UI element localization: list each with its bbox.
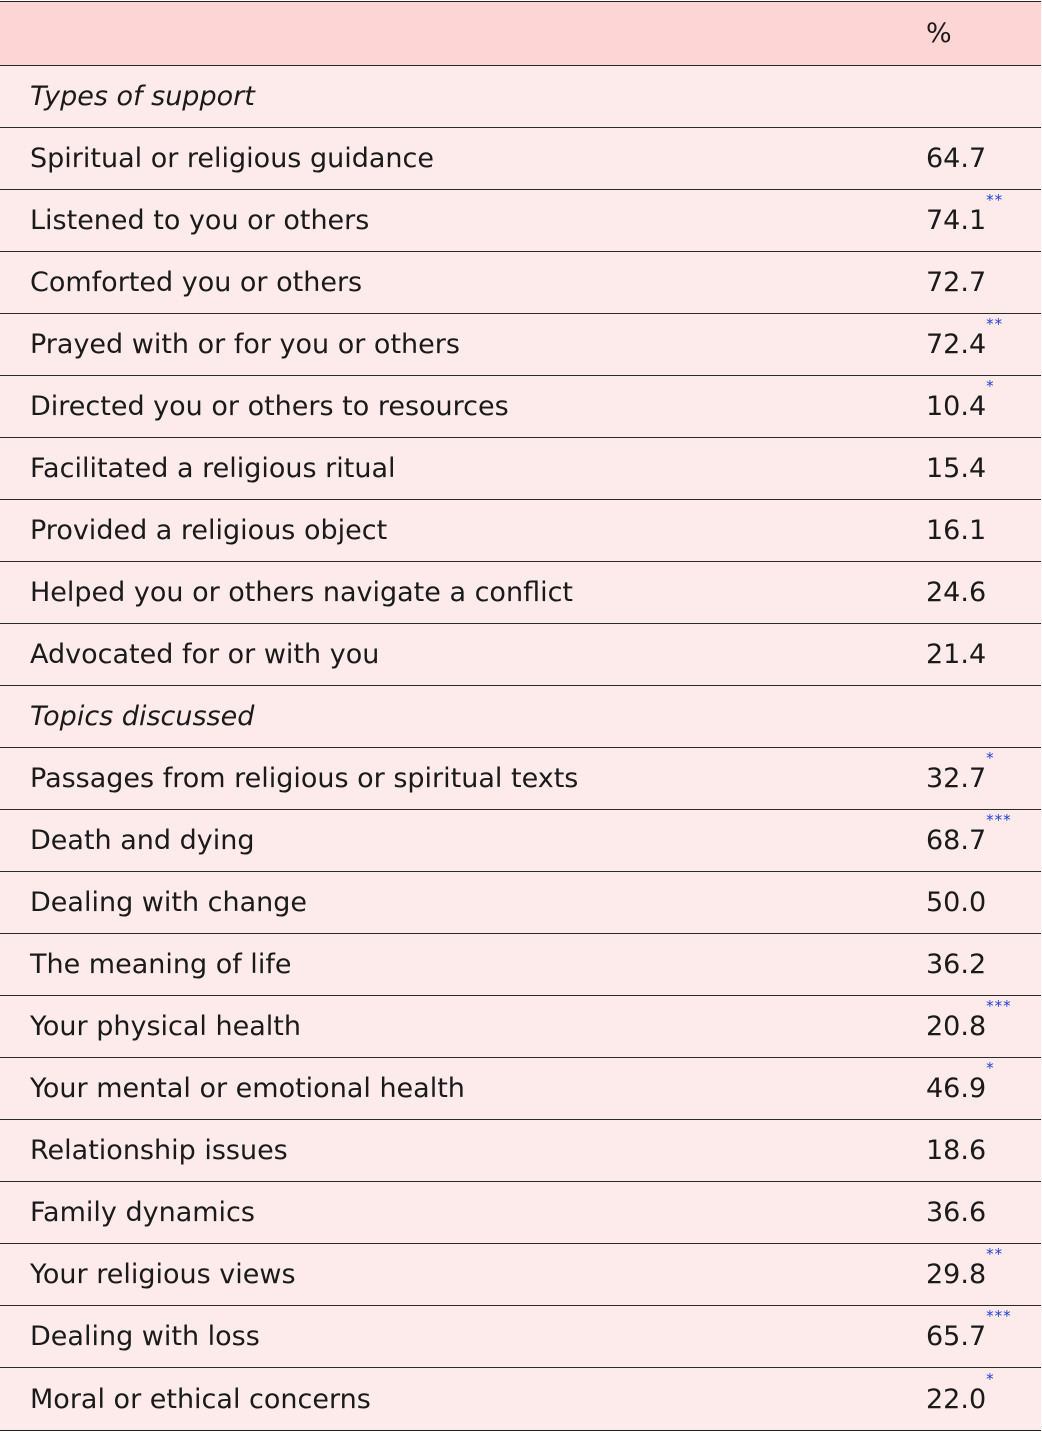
row-value-cell (926, 997, 1041, 1042)
table-row (0, 996, 1041, 1058)
percent-value: 24.6 (926, 577, 987, 608)
row-value-cell (926, 1307, 1041, 1352)
percent-value-group (926, 1369, 995, 1415)
row-label: Dealing with change (30, 887, 308, 918)
section-heading: Types of support (30, 81, 255, 112)
row-value-cell (926, 577, 1041, 608)
percent-value-group (926, 1307, 1012, 1352)
table-header-row (0, 2, 1041, 66)
row-label: Prayed with or for you or others (30, 329, 460, 360)
table-row (0, 562, 1041, 624)
table-row (0, 1368, 1041, 1430)
percent-value: 29.8 (926, 1259, 987, 1290)
table-row (0, 500, 1041, 562)
row-value-cell (926, 749, 1041, 794)
table-row (0, 376, 1041, 438)
row-label: Listened to you or others (30, 205, 370, 236)
percent-value-group (926, 315, 1004, 360)
row-value-cell (926, 1059, 1041, 1104)
percent-value: 32.7 (926, 763, 987, 794)
table-row (0, 190, 1041, 252)
significance-marker: * (986, 1059, 995, 1077)
row-value-cell (926, 1197, 1041, 1228)
row-label: Your mental or emotional health (30, 1073, 465, 1104)
percent-value-group (926, 1059, 995, 1104)
row-label: Spiritual or religious guidance (30, 143, 434, 174)
section-heading: Topics discussed (30, 701, 255, 732)
percent-value-group (926, 1245, 1004, 1290)
percent-value-group (926, 577, 986, 608)
row-label: Death and dying (30, 825, 255, 856)
row-value-cell (926, 887, 1041, 918)
percent-value: 72.7 (926, 267, 987, 298)
row-value-cell (926, 315, 1041, 360)
table-row (0, 252, 1041, 314)
percent-value-group (926, 453, 986, 484)
table-row (0, 438, 1041, 500)
percent-value: 21.4 (926, 639, 987, 670)
percent-value: 20.8 (926, 1011, 987, 1042)
percent-value-group (926, 811, 1012, 856)
row-value-cell (926, 1245, 1041, 1290)
percent-value: 64.7 (926, 143, 987, 174)
table-row (0, 1120, 1041, 1182)
row-label: Passages from religious or spiritual texts (30, 763, 579, 794)
percent-value-group (926, 377, 995, 422)
row-value-cell (926, 1369, 1041, 1415)
row-label: Relationship issues (30, 1135, 288, 1166)
row-value-cell (926, 453, 1041, 484)
percent-value-group (926, 949, 986, 980)
row-label: Dealing with loss (30, 1321, 260, 1352)
significance-marker: *** (986, 1307, 1012, 1325)
percent-value: 74.1 (926, 205, 987, 236)
table-row (0, 314, 1041, 376)
table-body (0, 66, 1041, 1430)
significance-marker: *** (986, 811, 1012, 829)
percent-value-group (926, 1197, 986, 1228)
table-row (0, 1182, 1041, 1244)
row-value-cell (926, 191, 1041, 236)
table-row (0, 624, 1041, 686)
table-row (0, 1058, 1041, 1120)
row-label: Helped you or others navigate a conflict (30, 577, 574, 608)
table-row (0, 810, 1041, 872)
row-label: Family dynamics (30, 1197, 255, 1228)
row-label: Moral or ethical concerns (30, 1383, 371, 1415)
row-label: Directed you or others to resources (30, 391, 509, 422)
table-row (0, 872, 1041, 934)
row-value-cell (926, 811, 1041, 856)
percent-value-group (926, 1135, 986, 1166)
table-row (0, 934, 1041, 996)
row-label: Advocated for or with you (30, 639, 380, 670)
section-heading-row (0, 66, 1041, 128)
row-label: Provided a religious object (30, 515, 388, 546)
percent-value-group (926, 143, 986, 174)
row-label: The meaning of life (30, 949, 292, 980)
row-label: Your physical health (30, 1011, 301, 1042)
row-value-cell (926, 515, 1041, 546)
percent-value: 36.2 (926, 949, 987, 980)
row-value-cell (926, 639, 1041, 670)
percent-value-group (926, 191, 1004, 236)
support-topics-table (0, 1, 1041, 1431)
significance-marker: * (986, 749, 995, 767)
percent-value-group (926, 749, 995, 794)
percent-value-group (926, 887, 986, 918)
section-heading-row (0, 686, 1041, 748)
table-row (0, 1244, 1041, 1306)
row-value-cell (926, 143, 1041, 174)
row-value-cell (926, 267, 1041, 298)
significance-marker: * (986, 377, 995, 395)
significance-marker: *** (986, 997, 1012, 1015)
percent-value: 68.7 (926, 825, 987, 856)
significance-marker: * (986, 1369, 995, 1388)
row-label: Facilitated a religious ritual (30, 453, 396, 484)
table-row (0, 1306, 1041, 1368)
table-row (0, 128, 1041, 190)
percent-value-group (926, 267, 986, 298)
percent-value: 36.6 (926, 1197, 987, 1228)
header-percent-cell: % (926, 18, 952, 49)
percent-value: 46.9 (926, 1073, 987, 1104)
percent-value-group (926, 997, 1012, 1042)
row-value-cell (926, 377, 1041, 422)
percent-value: 72.4 (926, 329, 987, 360)
percent-value: 16.1 (926, 515, 987, 546)
percent-value: 18.6 (926, 1135, 987, 1166)
percent-value: 50.0 (926, 887, 987, 918)
row-value-cell (926, 1135, 1041, 1166)
row-label: Your religious views (30, 1259, 296, 1290)
percent-value-group (926, 639, 986, 670)
percent-value: 15.4 (926, 453, 987, 484)
row-value-cell (926, 949, 1041, 980)
table-row (0, 748, 1041, 810)
percent-value-group (926, 515, 986, 546)
row-label: Comforted you or others (30, 267, 363, 298)
percent-value: 65.7 (926, 1321, 987, 1352)
percent-value: 22.0 (926, 1383, 987, 1415)
significance-marker: ** (986, 1245, 1004, 1263)
significance-marker: ** (986, 191, 1004, 209)
percent-value: 10.4 (926, 391, 987, 422)
significance-marker: ** (986, 315, 1004, 333)
